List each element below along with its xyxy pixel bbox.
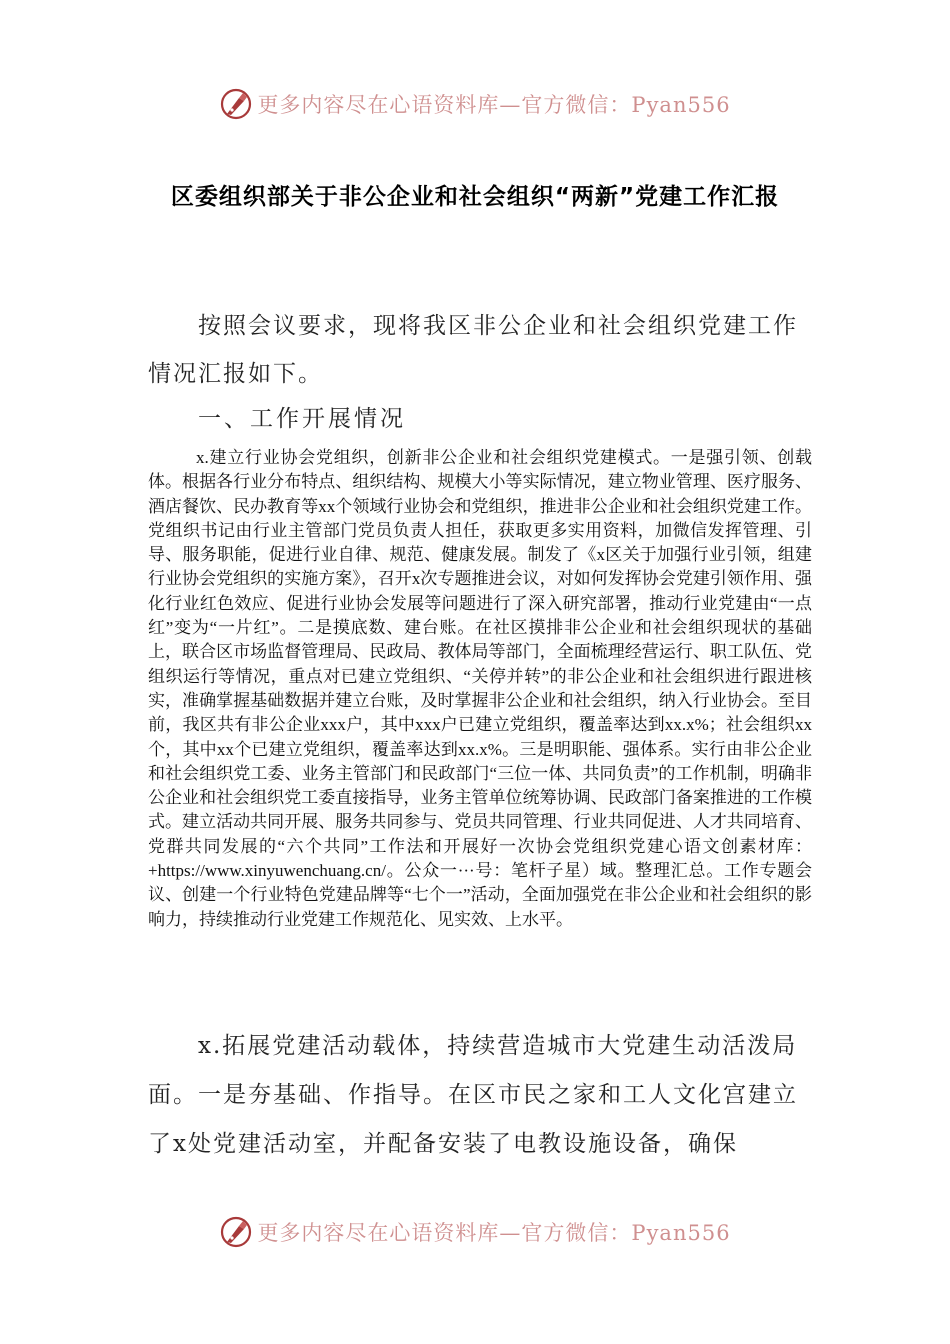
watermark-banner-top: [0, 82, 950, 126]
intro-paragraph: 按照会议要求，现将我区非公企业和社会组织党建工作情况汇报如下。: [148, 313, 798, 387]
watermark-banner-bottom: [0, 1210, 950, 1254]
pen-nib-logo-icon: [219, 1215, 253, 1249]
watermark-text: 更多内容尽在心语资料库—官方微信：Pyan556: [257, 93, 731, 117]
section-1-body: x.建立行业协会党组织，创新非公企业和社会组织党建模式。一是强引领、创载体。根据各行业分布特点、组织结构、规模大小等实际情况，建立物业管理、医疗服务、酒店餐饮、民办教育等xx个领域行业协会和党组织，推进非公企业和社会组织党建工作。党组织书记由行业主管部门党员负责人担任，获取更多实用资料，加微信发挥管理、引导、服务职能，促进行业自律、规范、健康发展。制发了《x区关于加强行业引领，组建行业协会党组织的实施方案》，召开x次专题推进会议，对如何发挥协会党建引领作用、强化行业红色效应、促进行业协会发展等问题进行了深入研究部署，推动行业党建由“一点红”变为“一片红”。二是摸底数、建台账。在社区摸排非公企业和社会组织现状的基础上，联合区市场监督管理局、民政局、教体局等部门，全面梳理经营运行、职工队伍、党组织运行等情况，重点对已建立党组织、“关停并转”的非公企业和社会组织进行跟进核实，准确掌握基础数据并建立台账，及时掌握非公企业和社会组织，纳入行业协会。至目前，我区共有非公企业xxx户，其中xxx户已建立党组织，覆盖率达到xx.x%；社会组织xx个，其中xx个已建立党组织，覆盖率达到xx.x%。三是明职能、强体系。实行由非公企业和社会组织党工委、业务主管部门和民政部门“三位一体、共同负责”的工作机制，明确非公企业和社会组织党工委直接指导，业务主管单位统筹协调、民政部门备案推进的工作模式。建立活动共同开展、服务共同参与、党员共同管理、行业共同促进、人才共同培育、党群共同发展的“六个共同”工作法和开展好一次协会党组织党建心语文创素材库：+https://www.xinyuwenchuang.cn/。公众一···号：笔杆子星）域。整理汇总。工作专题会议、创建一个行业特色党建品牌等“七个一”活动，全面加强党在非公企业和社会组织的影响力，持续推动行业党建工作规范化、见实效、上水平。: [148, 448, 812, 929]
pen-nib-logo-icon: [219, 87, 253, 121]
section-heading-1: 一、工作开展情况: [198, 406, 406, 432]
watermark-text: 更多内容尽在心语资料库—官方微信：Pyan556: [257, 1221, 731, 1245]
document-title: 区委组织部关于非公企业和社会组织“两新”党建工作汇报: [170, 184, 780, 210]
section-2-paragraph: x.拓展党建活动载体，持续营造城市大党建生动活泼局面。一是夯基础、作指导。在区市民之家和工人文化宫建立了x处党建活动室，并配备安装了电教设施设备，确保: [148, 1033, 798, 1157]
